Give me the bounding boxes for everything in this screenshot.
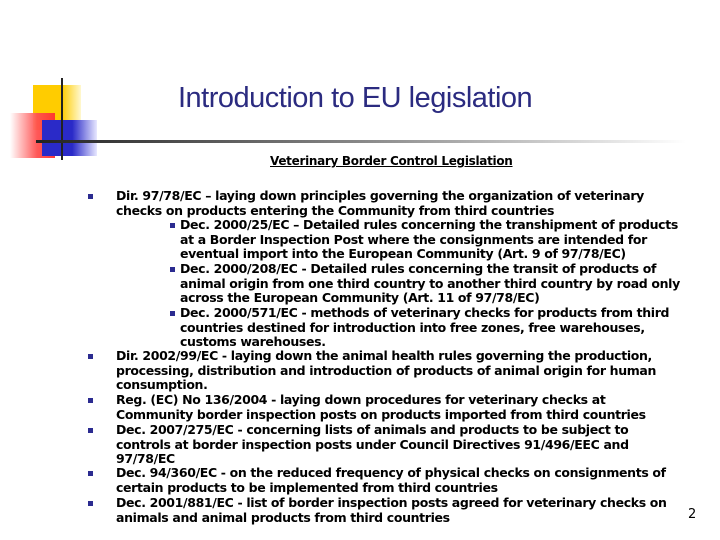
list-item-line: consumption.: [116, 377, 208, 393]
list-item-line: animal origin from one third country to another third country by road only: [180, 275, 680, 291]
list-item-line: countries destined for introduction into free zones, free warehouses,: [180, 319, 645, 335]
list-item: [116, 189, 644, 218]
list-item: [116, 466, 666, 495]
list-item-line: Dec. 2000/571/EC - methods of veterinary checks for products from third: [180, 305, 670, 320]
list-item: [116, 349, 656, 393]
slide-subtitle: Veterinary Border Control Legislation: [270, 154, 513, 168]
decor-vertical-line: [61, 78, 63, 160]
list-item-line: animals and animal products from third countries: [116, 509, 450, 525]
list-item-line: Community border inspection posts on products imported from third countries: [116, 406, 646, 422]
list-item-line: Dir. 2002/99/EC - laying down the animal health rules governing the production,: [116, 348, 652, 363]
title-divider: [36, 140, 686, 143]
sub-list-item: [180, 218, 678, 262]
list-item-line: processing, distribution and introduction of products of animal origin for human: [116, 362, 657, 378]
list-item-line: customs warehouses.: [180, 334, 326, 350]
list-item-line: eventual import into the European Community (Art. 9 of 97/78/EC): [180, 246, 626, 262]
bullet-icon: [170, 223, 175, 228]
sub-list-item: [180, 262, 680, 306]
bullet-icon: [88, 398, 93, 403]
list-item-line: Dec. 2007/275/EC - concerning lists of animals and products to be subject to: [116, 422, 629, 437]
list-item-line: 97/78/EC: [116, 451, 175, 467]
list-item-line: Dec. 94/360/EC - on the reduced frequency of physical checks on consignments of: [116, 465, 666, 480]
list-item-line: across the European Community (Art. 11 of 97/78/EC): [180, 290, 540, 306]
bullet-icon: [88, 428, 93, 433]
slide-title: Introduction to EU legislation: [178, 82, 533, 114]
list-item-line: Reg. (EC) No 136/2004 - laying down procedures for veterinary checks at: [116, 392, 606, 407]
list-item-line: Dec. 2001/881/EC - list of border inspection posts agreed for veterinary checks on: [116, 495, 667, 510]
bullet-icon: [88, 194, 93, 199]
list-item-line: Dec. 2000/208/EC - Detailed rules concerning the transit of products of: [180, 261, 657, 276]
list-item: [116, 393, 646, 422]
bullet-icon: [88, 501, 93, 506]
list-item-line: certain products to be implemented from third countries: [116, 479, 498, 495]
list-item-line: checks on products entering the Community from third countries: [116, 202, 555, 218]
list-item-line: Dec. 2000/25/EC – Detailed rules concerning the transhipment of products: [180, 217, 678, 232]
page-number: 2: [688, 507, 697, 522]
bullet-icon: [88, 354, 93, 359]
bullet-icon: [170, 267, 175, 272]
list-item-line: controls at border inspection posts under Council Directives 91/496/EEC and: [116, 436, 629, 452]
sub-list-item: [180, 306, 669, 350]
list-item: [116, 496, 667, 525]
list-item-line: at a Border Inspection Post where the consignments are intended for: [180, 231, 647, 247]
bullet-icon: [88, 471, 93, 476]
list-item: [116, 423, 629, 467]
decor-blue-square: [42, 120, 97, 156]
bullet-icon: [170, 311, 175, 316]
list-item-line: Dir. 97/78/EC – laying down principles governing the organization of veterinary: [116, 188, 644, 203]
